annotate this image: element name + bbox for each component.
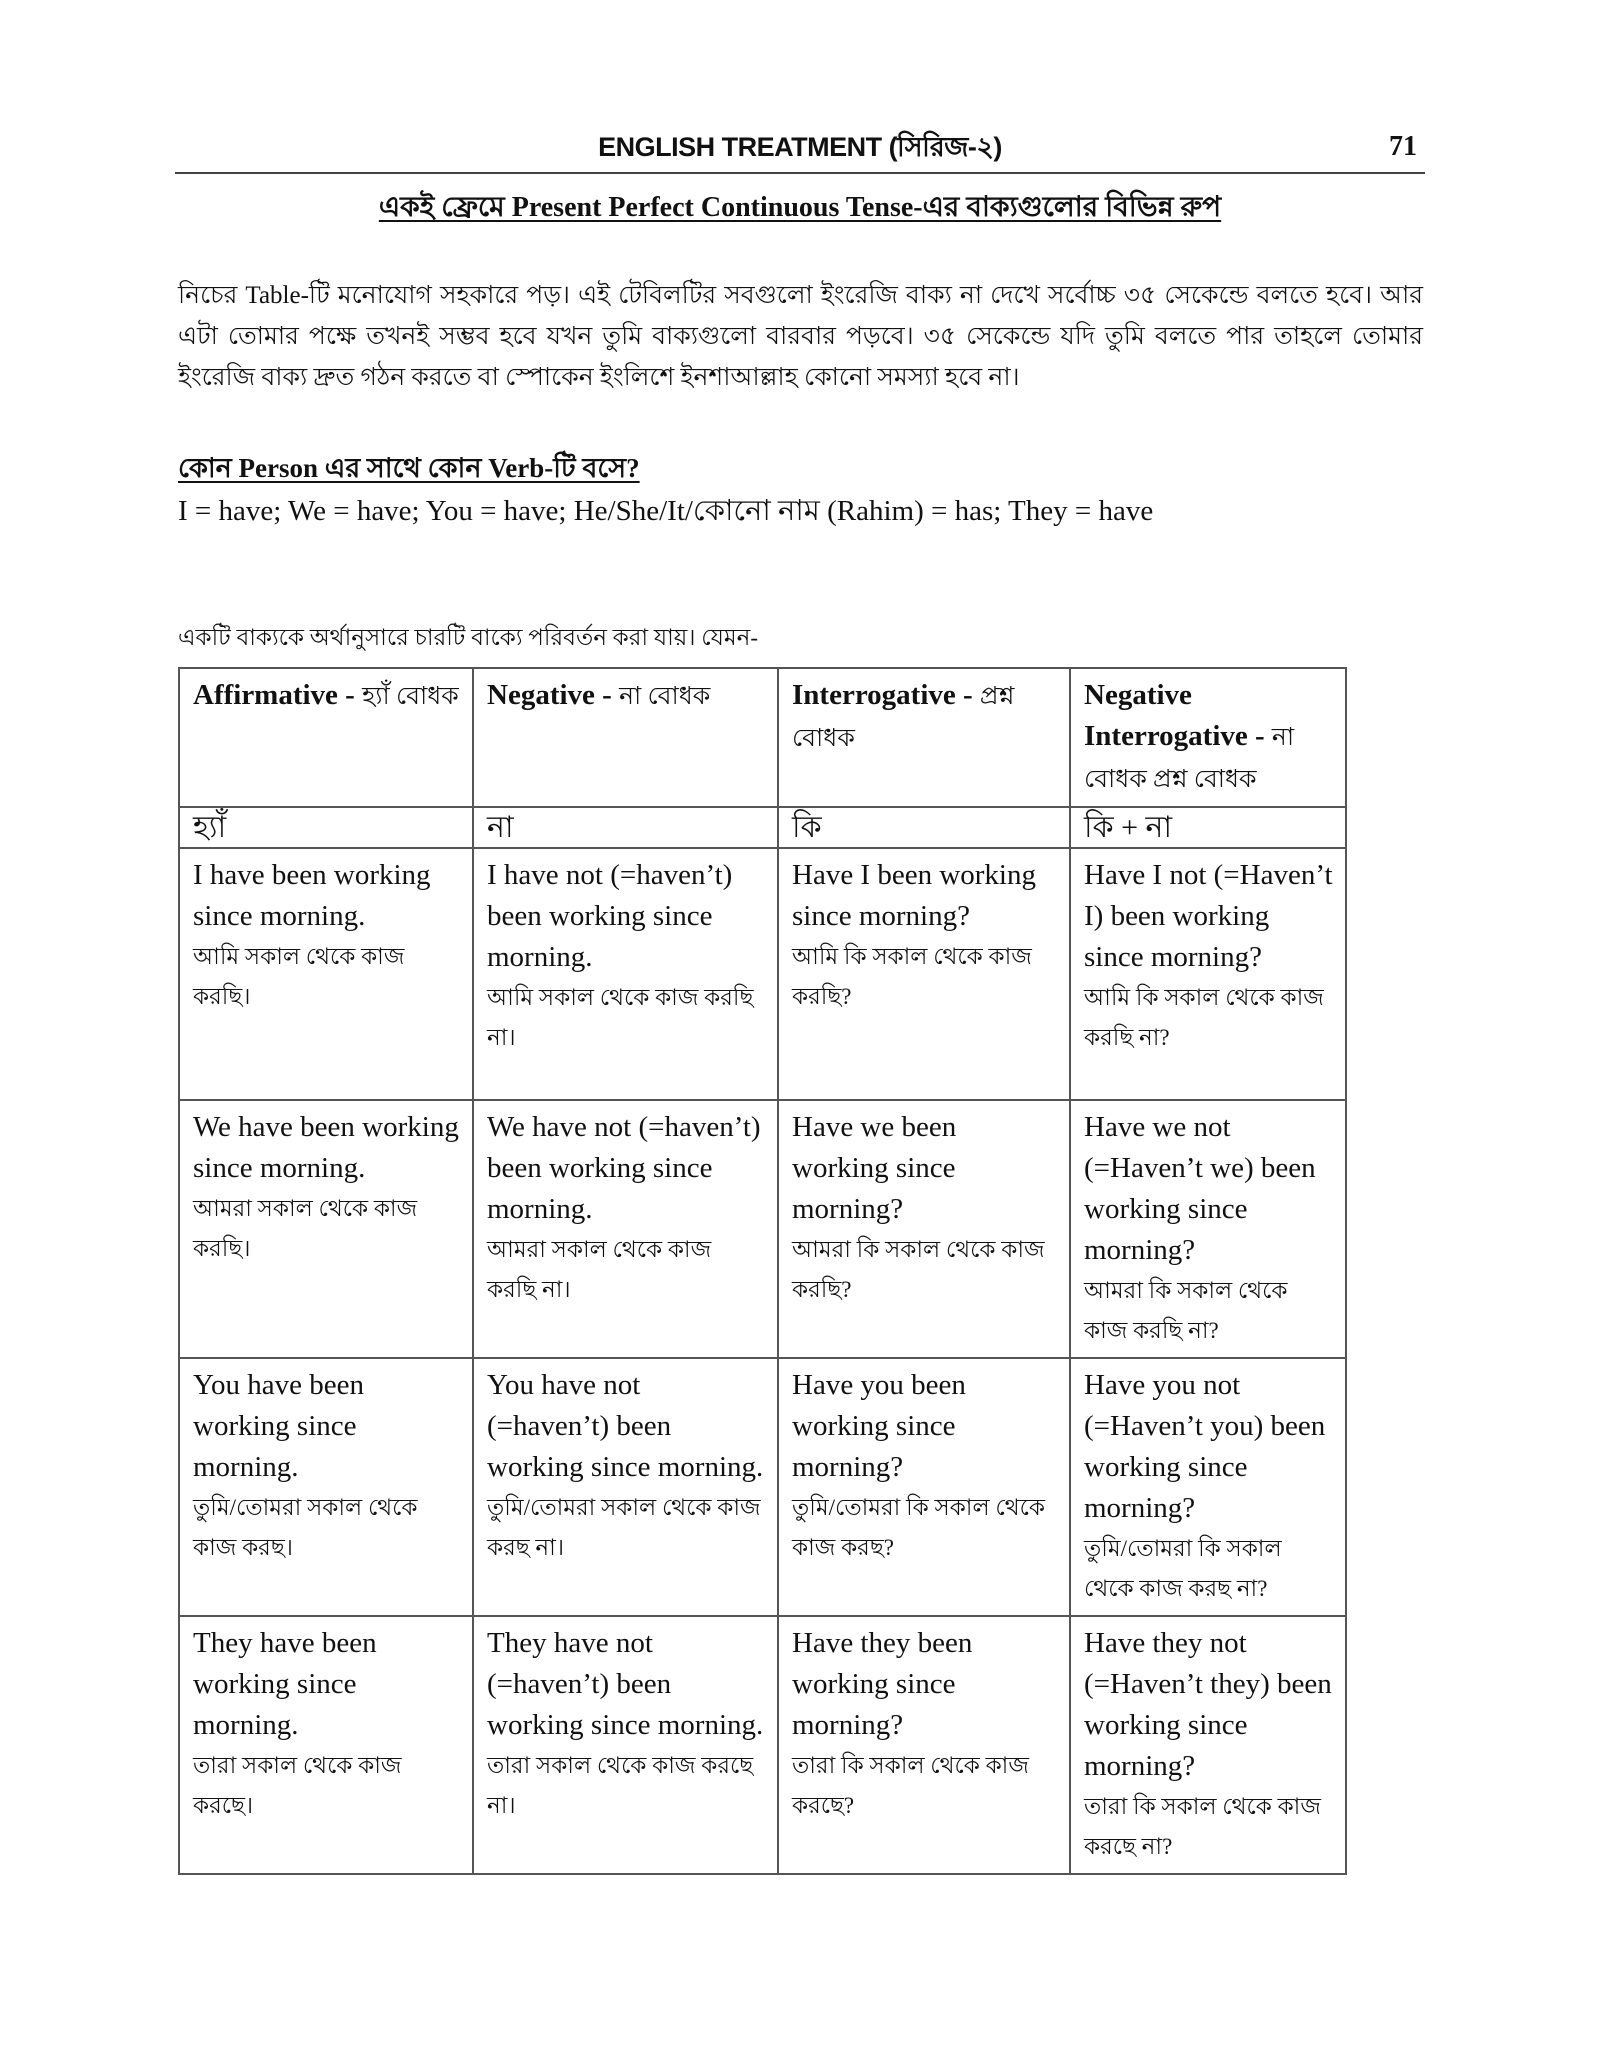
table-row [179,1100,1346,1358]
table-cell [778,1100,1070,1358]
header-en: Affirmative - [193,679,363,711]
cell-bangla: তারা কি সকাল থেকে কাজ করছে? [792,1753,1029,1818]
table-cell [179,1358,473,1616]
table-cell [179,848,473,1100]
cell-english: I have been working since morning. [193,859,431,932]
cell-bangla: আমরা কি সকাল থেকে কাজ করছি? [792,1237,1045,1302]
cell-bangla: আমরা সকাল থেকে কাজ করছি না। [487,1237,712,1302]
header-bn: প্রশ্ন বোধক [792,683,1015,752]
cell-english: We have been working since morning. [193,1111,459,1184]
cell-english: Have we not (=Haven’t we) been working since morning? [1084,1111,1316,1266]
cell-english: Have you been working since morning? [792,1369,966,1483]
header-interrogative [778,668,1070,807]
page-title-text: একই ফ্রেমে Present Perfect Continuous Tense-এর বাক্যগুলোর বিভিন্ন রুপ [378,192,1222,223]
cell-english: They have been working since morning. [193,1627,377,1741]
cell-english: Have they been working since morning? [792,1627,973,1741]
cell-bangla: তুমি/তোমরা সকাল থেকে কাজ করছ। [193,1495,418,1560]
cell-bangla: আমরা কি সকাল থেকে কাজ করছি না? [1084,1278,1288,1343]
cell-english: Have I not (=Haven’t I) been working since morning? [1084,859,1333,973]
tense-table [178,667,1347,1875]
cell-english: Have they not (=Haven’t they) been working since morning? [1084,1627,1332,1782]
running-title: ENGLISH TREATMENT (সিরিজ-২) [598,132,1002,162]
marker-cell: কি + না [1070,807,1346,848]
marker-cell: না [473,807,778,848]
table-cell [778,848,1070,1100]
cell-english: We have not (=haven’t) been working since morning. [487,1111,761,1225]
cell-english: I have not (=haven’t) been working since morning. [487,859,733,973]
cell-bangla: আমি কি সকাল থেকে কাজ করছি না? [1084,985,1324,1050]
cell-english: You have not (=haven’t) been working since morning. [487,1369,764,1483]
cell-english: They have not (=haven’t) been working since morning. [487,1627,764,1741]
table-cell [179,1100,473,1358]
cell-english: Have we been working since morning? [792,1111,957,1225]
header-bn: হ্যাঁ বোধক [362,683,459,710]
cell-bangla: তুমি/তোমরা কি সকাল থেকে কাজ করছ? [792,1495,1045,1560]
table-intro: একটি বাক্যকে অর্থানুসারে চারটি বাক্যে পরিবর্তন করা যায়। যেমন- [178,625,759,650]
table-cell [778,1616,1070,1874]
table-cell [1070,1100,1346,1358]
person-verb-rule: I = have; We = have; You = have; He/She/It/কোনো নাম (Rahim) = has; They = have [178,495,1154,527]
header-bn: না বোধক [619,683,711,710]
header-negative [473,668,778,807]
section-heading: কোন Person এর সাথে কোন Verb-টি বসে? [178,453,640,483]
running-header [175,128,1425,174]
cell-english: Have I been working since morning? [792,859,1036,932]
table-cell [473,1358,778,1616]
intro-paragraph: নিচের Table-টি মনোযোগ সহকারে পড়। এই টেবিলটির সবগুলো ইংরেজি বাক্য না দেখে সর্বোচ্চ ৩৫ সেকেন্ডে বলতে হবে। আর এটা তোমার পক্ষে তখনই সম্ভব হবে যখন তুমি বাক্যগুলো বারবার পড়বে। ৩৫ সেকেন্ডে যদি তুমি বলতে পার তাহলে তোমার ইংরেজি বাক্য দ্রুত গঠন করতে বা স্পোকেন ইংলিশে ইনশাআল্লাহ কোনো সমস্যা হবে না। [178,282,1423,391]
header-en: Negative - [487,679,620,711]
marker-cell: হ্যাঁ [179,807,473,848]
table-row [179,1616,1346,1874]
page-number: 71 [1389,131,1417,162]
header-negative-interrogative [1070,668,1346,807]
header-en: Negative Interrogative - [1084,679,1272,752]
table-row [179,1358,1346,1616]
cell-bangla: তুমি/তোমরা সকাল থেকে কাজ করছ না। [487,1495,761,1560]
header-affirmative [179,668,473,807]
table-header-row [179,668,1346,807]
table-cell [1070,1358,1346,1616]
cell-bangla: আমরা সকাল থেকে কাজ করছি। [193,1196,418,1261]
marker-cell: কি [778,807,1070,848]
cell-bangla: আমি সকাল থেকে কাজ করছি না। [487,985,754,1050]
table-cell [473,1100,778,1358]
cell-bangla: আমি সকাল থেকে কাজ করছি। [193,944,405,1009]
cell-bangla: তারা সকাল থেকে কাজ করছে না। [487,1753,754,1818]
cell-english: You have been working since morning. [193,1369,365,1483]
table-row [179,848,1346,1100]
cell-bangla: তারা সকাল থেকে কাজ করছে। [193,1753,402,1818]
table-cell [473,1616,778,1874]
table-cell [473,848,778,1100]
table-marker-row [179,807,1346,848]
cell-bangla: তারা কি সকাল থেকে কাজ করছে না? [1084,1794,1321,1859]
table-cell [778,1358,1070,1616]
table-cell [179,1616,473,1874]
cell-bangla: আমি কি সকাল থেকে কাজ করছি? [792,944,1032,1009]
header-bn: না বোধক প্রশ্ন বোধক [1084,724,1295,793]
table-cell [1070,1616,1346,1874]
table-cell [1070,848,1346,1100]
cell-english: Have you not (=Haven’t you) been working since morning? [1084,1369,1326,1524]
cell-bangla: তুমি/তোমরা কি সকাল থেকে কাজ করছ না? [1084,1536,1282,1601]
page-title [175,188,1425,228]
header-en: Interrogative - [792,679,980,711]
